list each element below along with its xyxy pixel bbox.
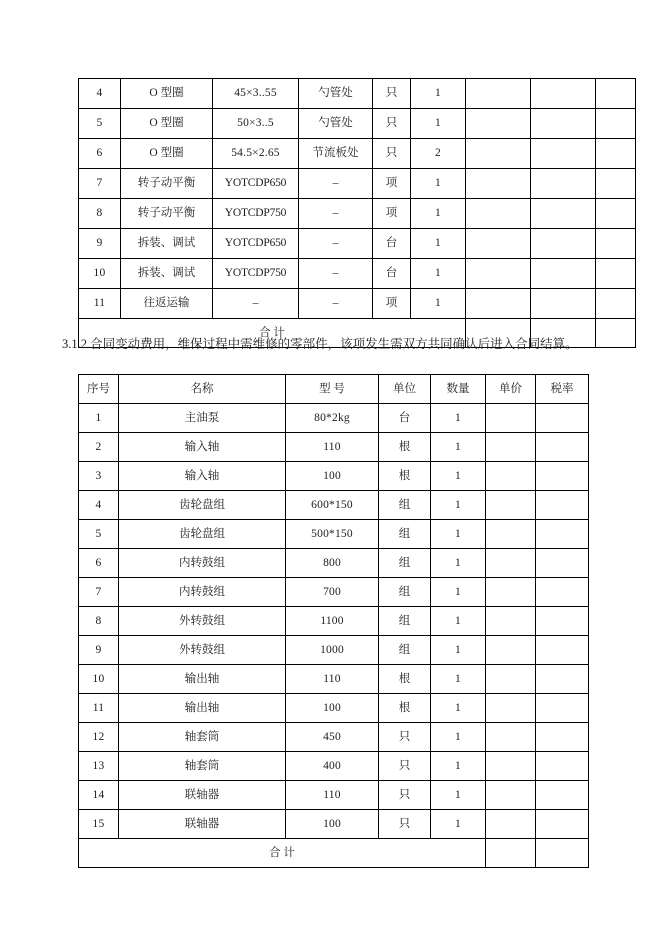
- cell-unit: 根: [379, 462, 431, 491]
- cell-qty: 1: [411, 169, 466, 199]
- cell-qty: 2: [411, 139, 466, 169]
- cell-extra: [596, 289, 636, 319]
- table-row: [79, 810, 589, 839]
- cell-model: 600*150: [286, 491, 379, 520]
- table-row: [79, 404, 589, 433]
- cell-qty: 1: [431, 404, 486, 433]
- column-header-model: 型 号: [286, 375, 379, 404]
- cell-name: 齿轮盘组: [119, 491, 286, 520]
- cell-unit: 只: [379, 810, 431, 839]
- cell-tax: [536, 665, 589, 694]
- variable-fee-parts-table-body: [79, 404, 589, 868]
- cell-place: –: [299, 169, 373, 199]
- column-header-name: 名称: [119, 375, 286, 404]
- cell-qty: 1: [431, 810, 486, 839]
- cell-price: [486, 462, 536, 491]
- column-header-no: 序号: [79, 375, 119, 404]
- cell-name: 联轴器: [119, 781, 286, 810]
- cell-model: 500*150: [286, 520, 379, 549]
- cell-qty: 1: [411, 199, 466, 229]
- table-row: [79, 169, 636, 199]
- cell-extra: [596, 79, 636, 109]
- cell-qty: 1: [431, 752, 486, 781]
- cell-tax: [531, 229, 596, 259]
- cell-no: 8: [79, 199, 121, 229]
- cell-model: 80*2kg: [286, 404, 379, 433]
- table-total-row: [79, 839, 589, 868]
- cell-price: [466, 199, 531, 229]
- cell-unit: 组: [379, 607, 431, 636]
- cell-name: 转子动平衡: [121, 199, 213, 229]
- cell-tax: [531, 259, 596, 289]
- cell-unit: 只: [373, 139, 411, 169]
- cell-extra: [596, 199, 636, 229]
- table-row: [79, 723, 589, 752]
- cell-tax: [536, 694, 589, 723]
- cell-model: 1100: [286, 607, 379, 636]
- cell-extra: [596, 109, 636, 139]
- table-row: [79, 665, 589, 694]
- table-row: [79, 109, 636, 139]
- cell-place: –: [299, 229, 373, 259]
- cell-no: 7: [79, 169, 121, 199]
- cell-tax: [531, 169, 596, 199]
- paragraph-3-1-2: [62, 334, 638, 356]
- cell-name: 主油泵: [119, 404, 286, 433]
- cell-name: O 型圈: [121, 109, 213, 139]
- table-row: [79, 229, 636, 259]
- cell-no: 1: [79, 404, 119, 433]
- cell-no: 5: [79, 520, 119, 549]
- cell-price: [486, 810, 536, 839]
- cell-qty: 1: [411, 79, 466, 109]
- cell-model: 100: [286, 810, 379, 839]
- cell-price: [486, 694, 536, 723]
- cell-tax: [536, 404, 589, 433]
- cell-no: 10: [79, 665, 119, 694]
- cell-price: [486, 636, 536, 665]
- cell-no: 11: [79, 289, 121, 319]
- table-row: [79, 520, 589, 549]
- cell-unit: 根: [379, 694, 431, 723]
- cell-price: [466, 229, 531, 259]
- cell-model: 50×3..5: [213, 109, 299, 139]
- cell-place: 勺管处: [299, 79, 373, 109]
- cell-model: 100: [286, 694, 379, 723]
- table-header-row: [79, 375, 589, 404]
- cell-unit: 台: [373, 259, 411, 289]
- cell-unit: 组: [379, 549, 431, 578]
- cell-qty: 1: [411, 109, 466, 139]
- cell-extra: [596, 139, 636, 169]
- table-row: [79, 289, 636, 319]
- cell-model: 1000: [286, 636, 379, 665]
- column-header-tax: 税率: [536, 375, 589, 404]
- table-row: [79, 199, 636, 229]
- cell-extra: [596, 259, 636, 289]
- cell-model: 110: [286, 781, 379, 810]
- cell-name: 输出轴: [119, 665, 286, 694]
- cell-tax: [531, 139, 596, 169]
- cell-qty: 1: [431, 433, 486, 462]
- cell-no: 11: [79, 694, 119, 723]
- cell-tax: [531, 199, 596, 229]
- cell-tax: [531, 109, 596, 139]
- cell-price: [486, 404, 536, 433]
- cell-tax: [536, 781, 589, 810]
- cell-unit: 只: [373, 79, 411, 109]
- cell-name: 拆装、调试: [121, 229, 213, 259]
- variable-fee-parts-table-head: [79, 375, 589, 404]
- cell-model: YOTCDP650: [213, 169, 299, 199]
- cell-unit: 只: [379, 752, 431, 781]
- cell-tax: [536, 520, 589, 549]
- table-row: [79, 694, 589, 723]
- cell-price: [466, 109, 531, 139]
- cell-no: 13: [79, 752, 119, 781]
- cell-unit: 台: [379, 404, 431, 433]
- cell-name: 输出轴: [119, 694, 286, 723]
- cell-unit: 组: [379, 520, 431, 549]
- cell-unit: 台: [373, 229, 411, 259]
- cell-unit: 组: [379, 578, 431, 607]
- cell-price: [466, 79, 531, 109]
- cell-qty: 1: [431, 549, 486, 578]
- cell-name: 外转鼓组: [119, 636, 286, 665]
- cell-name: 输入轴: [119, 433, 286, 462]
- table-row: [79, 433, 589, 462]
- cell-model: 45×3..55: [213, 79, 299, 109]
- cell-price: [486, 781, 536, 810]
- cell-model: YOTCDP650: [213, 229, 299, 259]
- cell-price: [486, 549, 536, 578]
- cell-place: –: [299, 289, 373, 319]
- fixed-fee-items-table-wrapper: [78, 78, 635, 348]
- cell-name: O 型圈: [121, 79, 213, 109]
- cell-name: 齿轮盘组: [119, 520, 286, 549]
- cell-price: [486, 723, 536, 752]
- cell-tax: [531, 289, 596, 319]
- cell-place: –: [299, 259, 373, 289]
- table-row: [79, 636, 589, 665]
- cell-unit: 只: [373, 109, 411, 139]
- cell-no: 4: [79, 491, 119, 520]
- cell-price: [486, 607, 536, 636]
- cell-no: 2: [79, 433, 119, 462]
- cell-unit: 组: [379, 636, 431, 665]
- cell-no: 6: [79, 139, 121, 169]
- cell-unit: 项: [373, 199, 411, 229]
- cell-unit: 项: [373, 169, 411, 199]
- table-row: [79, 752, 589, 781]
- cell-tax: [536, 636, 589, 665]
- total-label: 合 计: [79, 839, 486, 868]
- column-header-price: 单价: [486, 375, 536, 404]
- cell-unit: 根: [379, 433, 431, 462]
- fixed-fee-items-table: [78, 78, 636, 348]
- cell-no: 12: [79, 723, 119, 752]
- cell-no: 7: [79, 578, 119, 607]
- total-price: [486, 839, 536, 868]
- cell-no: 8: [79, 607, 119, 636]
- cell-no: 15: [79, 810, 119, 839]
- cell-tax: [536, 578, 589, 607]
- fixed-fee-items-table-body: [79, 79, 636, 348]
- table-row: [79, 491, 589, 520]
- cell-tax: [536, 491, 589, 520]
- cell-no: 14: [79, 781, 119, 810]
- cell-model: 700: [286, 578, 379, 607]
- cell-model: 450: [286, 723, 379, 752]
- cell-price: [486, 578, 536, 607]
- table-row: [79, 549, 589, 578]
- cell-tax: [536, 433, 589, 462]
- cell-qty: 1: [411, 229, 466, 259]
- cell-tax: [536, 752, 589, 781]
- cell-price: [486, 520, 536, 549]
- cell-unit: 只: [379, 723, 431, 752]
- cell-qty: 1: [431, 665, 486, 694]
- cell-place: 节流板处: [299, 139, 373, 169]
- table-row: [79, 578, 589, 607]
- table-row: [79, 462, 589, 491]
- cell-name: 内转鼓组: [119, 578, 286, 607]
- column-header-unit: 单位: [379, 375, 431, 404]
- cell-name: 往返运输: [121, 289, 213, 319]
- cell-unit: 根: [379, 665, 431, 694]
- cell-price: [486, 433, 536, 462]
- cell-price: [486, 491, 536, 520]
- cell-extra: [596, 229, 636, 259]
- cell-name: 轴套筒: [119, 752, 286, 781]
- cell-price: [466, 259, 531, 289]
- cell-no: 9: [79, 636, 119, 665]
- cell-qty: 1: [431, 491, 486, 520]
- cell-tax: [531, 79, 596, 109]
- cell-model: YOTCDP750: [213, 199, 299, 229]
- cell-price: [466, 289, 531, 319]
- total-tax: [536, 839, 589, 868]
- cell-qty: 1: [431, 462, 486, 491]
- cell-tax: [536, 810, 589, 839]
- cell-place: 勺管处: [299, 109, 373, 139]
- cell-qty: 1: [431, 578, 486, 607]
- cell-tax: [536, 607, 589, 636]
- cell-model: YOTCDP750: [213, 259, 299, 289]
- cell-qty: 1: [431, 723, 486, 752]
- cell-unit: 项: [373, 289, 411, 319]
- table-row: [79, 607, 589, 636]
- cell-price: [466, 169, 531, 199]
- cell-model: 110: [286, 665, 379, 694]
- cell-qty: 1: [431, 636, 486, 665]
- cell-no: 5: [79, 109, 121, 139]
- variable-fee-parts-table: [78, 374, 589, 868]
- cell-name: 外转鼓组: [119, 607, 286, 636]
- cell-qty: 1: [431, 694, 486, 723]
- paragraph-3-1-2-text: 3.1.2 合同变动费用，维保过程中需维修的零部件，该项发生需双方共同确认后进入合同结算。: [62, 337, 578, 351]
- cell-name: 拆装、调试: [121, 259, 213, 289]
- cell-model: 400: [286, 752, 379, 781]
- cell-tax: [536, 549, 589, 578]
- cell-no: 10: [79, 259, 121, 289]
- table-row: [79, 139, 636, 169]
- cell-name: 输入轴: [119, 462, 286, 491]
- cell-model: 54.5×2.65: [213, 139, 299, 169]
- cell-no: 6: [79, 549, 119, 578]
- column-header-qty: 数量: [431, 375, 486, 404]
- cell-tax: [536, 462, 589, 491]
- cell-no: 9: [79, 229, 121, 259]
- table-row: [79, 781, 589, 810]
- cell-place: –: [299, 199, 373, 229]
- cell-model: –: [213, 289, 299, 319]
- table-row: [79, 259, 636, 289]
- cell-name: 转子动平衡: [121, 169, 213, 199]
- cell-tax: [536, 723, 589, 752]
- cell-no: 4: [79, 79, 121, 109]
- variable-fee-parts-table-wrapper: [78, 374, 588, 868]
- cell-qty: 1: [411, 259, 466, 289]
- cell-unit: 组: [379, 491, 431, 520]
- cell-model: 800: [286, 549, 379, 578]
- cell-qty: 1: [411, 289, 466, 319]
- cell-qty: 1: [431, 520, 486, 549]
- cell-price: [466, 139, 531, 169]
- cell-qty: 1: [431, 781, 486, 810]
- cell-price: [486, 752, 536, 781]
- cell-qty: 1: [431, 607, 486, 636]
- cell-extra: [596, 169, 636, 199]
- cell-name: 联轴器: [119, 810, 286, 839]
- cell-model: 100: [286, 462, 379, 491]
- cell-unit: 只: [379, 781, 431, 810]
- cell-name: O 型圈: [121, 139, 213, 169]
- cell-no: 3: [79, 462, 119, 491]
- cell-name: 内转鼓组: [119, 549, 286, 578]
- total-label: 合 计: [79, 319, 466, 348]
- table-row: [79, 79, 636, 109]
- cell-price: [486, 665, 536, 694]
- cell-model: 110: [286, 433, 379, 462]
- cell-name: 轴套筒: [119, 723, 286, 752]
